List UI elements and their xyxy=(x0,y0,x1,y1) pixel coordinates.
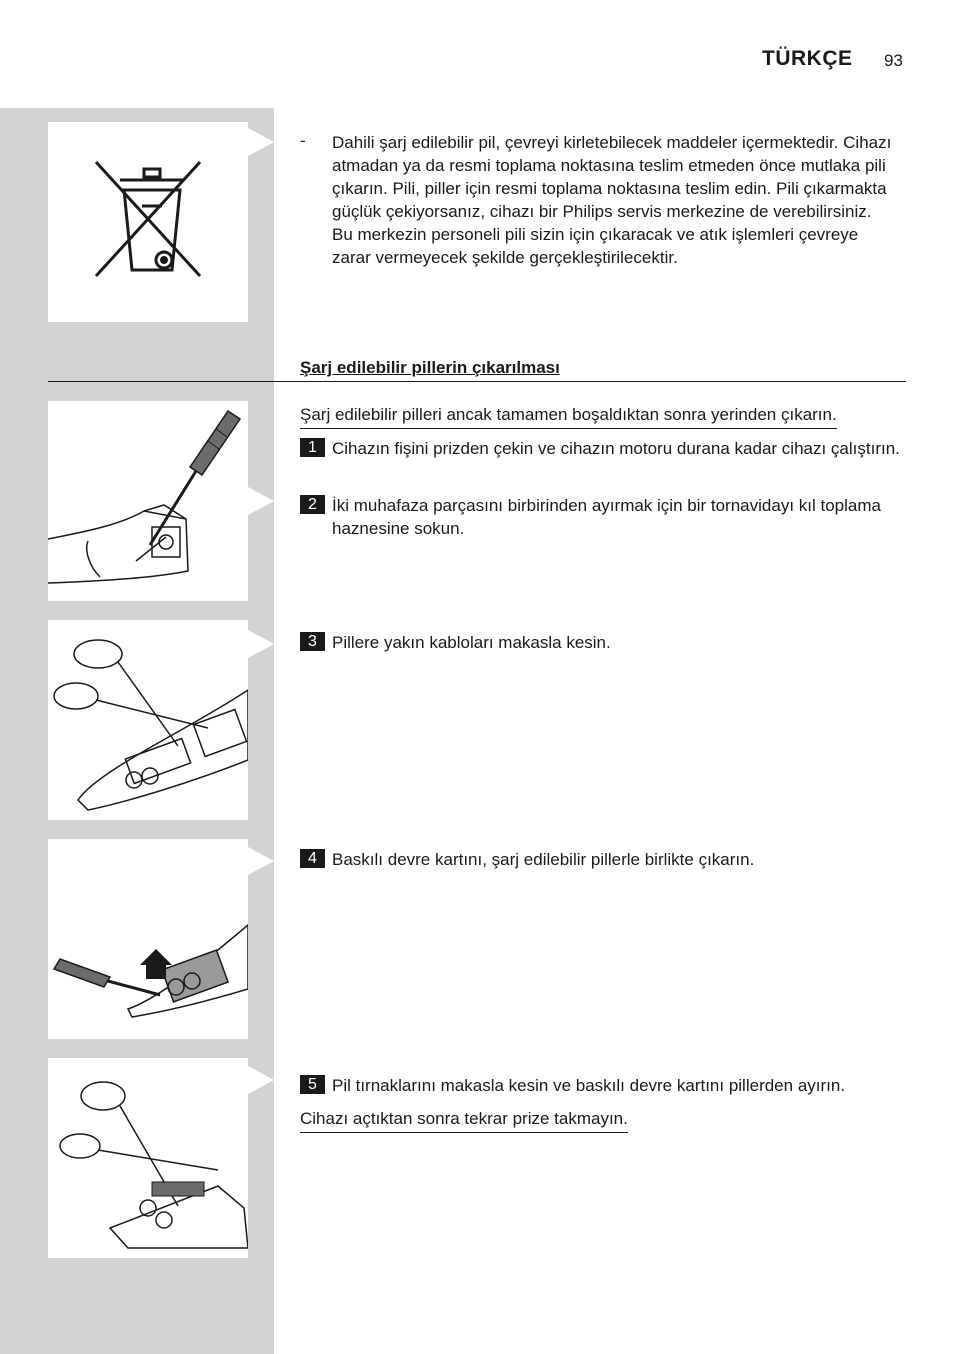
scissors-cutting-battery-tabs-illustration xyxy=(48,1058,248,1258)
header-language: TÜRKÇE xyxy=(762,47,853,70)
closing-note: Cihazı açtıktan sonra tekrar prize takmayın. xyxy=(300,1107,628,1133)
panel-step-3 xyxy=(48,620,248,820)
panel-step-1-2-pointer xyxy=(248,487,274,515)
step-number: 2 xyxy=(300,495,325,514)
step-number: 3 xyxy=(300,632,325,651)
step-text: İki muhafaza parçasını birbirinden ayırmak için bir tornavidayı kıl toplama haznesine sokun. xyxy=(332,496,881,538)
section-rule xyxy=(48,381,906,382)
panel-disposal xyxy=(48,122,248,322)
step-4 xyxy=(300,848,900,871)
step-5 xyxy=(300,1074,900,1097)
disposal-text: Dahili şarj edilebilir pil, çevreyi kirletebilecek maddeler içermektedir. Cihazı atmadan ya da resmi toplama noktasına teslim etmeden önce mutlaka pili çıkarın. Pili, piller için resmi toplama noktasına teslim edin. Pili çıkarmakta güçlük çekiyorsanız, cihazı bir Philips servis merkezine de verebilirsiniz. Bu merkezin personeli pili sizin için çıkaracak ve atık işlemleri çevreye zarar vermeyecek şekilde gerçekleştirilecektir. xyxy=(332,133,892,267)
screwdriver-in-device-illustration xyxy=(48,401,248,601)
panel-disposal-pointer xyxy=(248,128,274,156)
panel-step-5-pointer xyxy=(248,1066,274,1094)
step-number: 5 xyxy=(300,1075,325,1094)
step-1 xyxy=(300,437,900,460)
step-2 xyxy=(300,494,900,540)
step-number: 4 xyxy=(300,849,325,868)
panel-step-4 xyxy=(48,839,248,1039)
step-3 xyxy=(300,631,900,654)
intro-note: Şarj edilebilir pilleri ancak tamamen boşaldıktan sonra yerinden çıkarın. xyxy=(300,403,837,429)
step-text: Pil tırnaklarını makasla kesin ve baskılı devre kartını pillerden ayırın. xyxy=(332,1076,846,1095)
step-number: 1 xyxy=(300,438,325,457)
step-text: Pillere yakın kabloları makasla kesin. xyxy=(332,633,611,652)
panel-step-5 xyxy=(48,1058,248,1258)
step-text: Cihazın fişini prizden çekin ve cihazın motoru durana kadar cihazı çalıştırın. xyxy=(332,439,900,458)
screwdriver-lifting-pcb-illustration xyxy=(48,839,248,1039)
panel-step-3-pointer xyxy=(248,630,274,658)
section-title: Şarj edilebilir pillerin çıkarılması xyxy=(300,358,560,377)
panel-step-4-pointer xyxy=(248,847,274,875)
scissors-cutting-wires-illustration xyxy=(48,620,248,820)
crossed-out-wheelie-bin-icon xyxy=(48,122,248,322)
panel-step-1-2 xyxy=(48,401,248,601)
step-text: Baskılı devre kartını, şarj edilebilir pillerle birlikte çıkarın. xyxy=(332,850,755,869)
page-number: 93 xyxy=(884,51,903,70)
disposal-dash: - xyxy=(300,131,306,150)
